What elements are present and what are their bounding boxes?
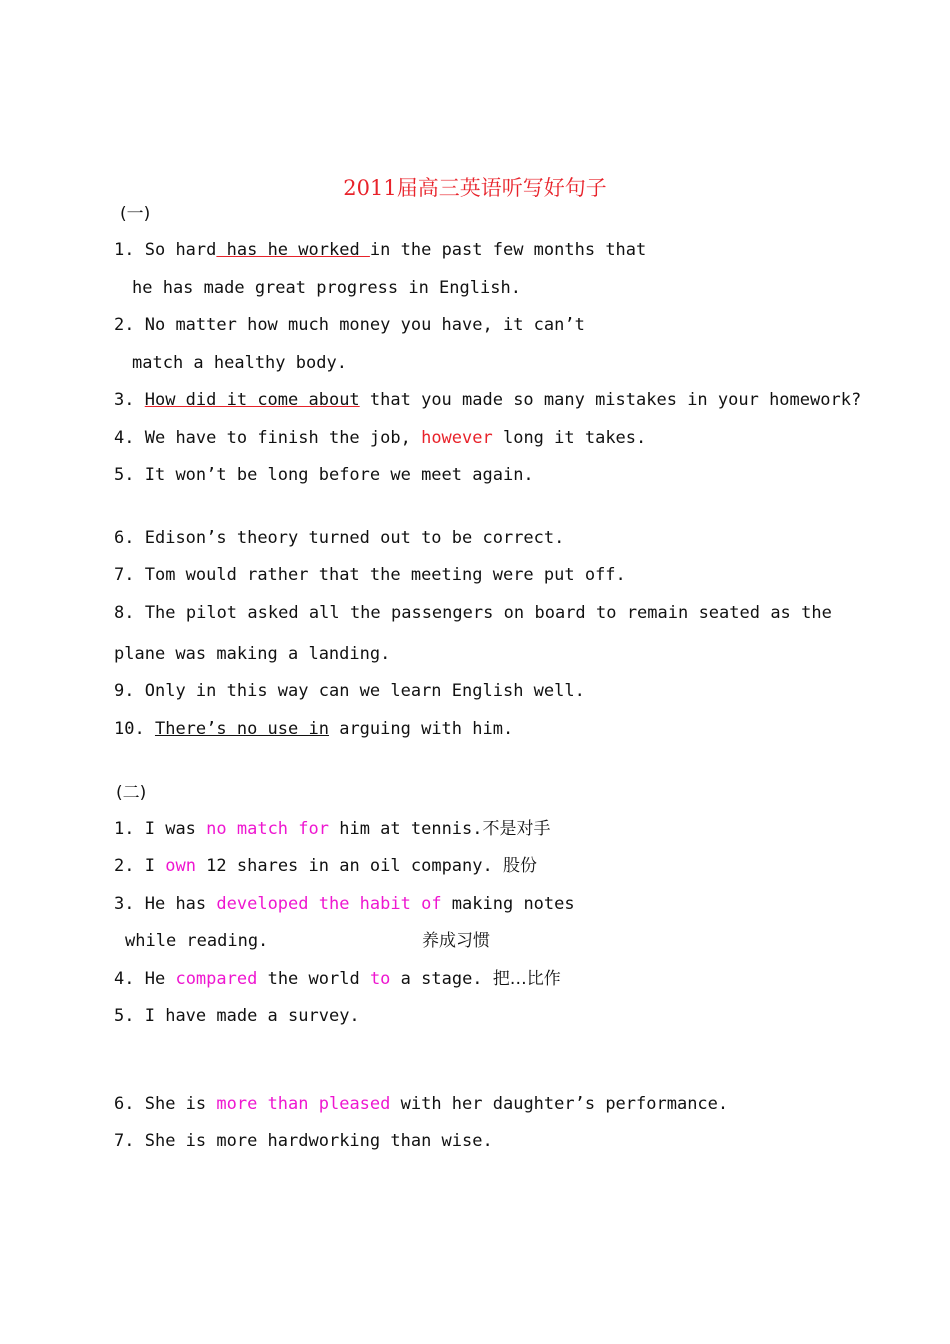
sentence-1-1-cont: he has made great progress in English.	[132, 278, 521, 298]
sentence-1-6: 6. Edison’s theory turned out to be correct.	[114, 528, 565, 548]
sentence-2-5: 5. I have made a survey.	[114, 1006, 360, 1026]
sentence-2-6: 6. She is more than pleased with her daughter’s performance.	[114, 1094, 729, 1114]
sentence-1-1: 1. So hard has he worked in the past few months that	[114, 240, 647, 260]
page-title: 2011届高三英语听写好句子	[343, 176, 607, 200]
sentence-1-4: 4. We have to finish the job, however long it takes.	[114, 428, 647, 448]
sentence-1-2: 2. No matter how much money you have, it can’t	[114, 315, 585, 335]
sentence-1-5: 5. It won’t be long before we meet again.	[114, 465, 534, 485]
sentence-1-8-cont: plane was making a landing.	[114, 644, 391, 664]
sentence-2-3-gloss: 养成习惯	[422, 931, 490, 951]
sentence-2-1: 1. I was no match for him at tennis.不是对手	[114, 819, 551, 839]
sentence-2-3-cont: while reading.	[125, 931, 269, 951]
section-heading-2: (二)	[116, 783, 147, 803]
sentence-1-10: 10. There’s no use in arguing with him.	[114, 719, 514, 739]
section-heading-1: (一)	[120, 204, 151, 224]
sentence-2-4: 4. He compared the world to a stage. 把…比作	[114, 969, 561, 989]
sentence-1-2-cont: match a healthy body.	[132, 353, 347, 373]
sentence-2-2: 2. I own 12 shares in an oil company. 股份	[114, 856, 537, 876]
sentence-1-8: 8. The pilot asked all the passengers on board to remain seated as the	[114, 603, 832, 623]
sentence-1-3: 3. How did it come about that you made so many mistakes in your homework?	[114, 390, 862, 410]
sentence-1-9: 9. Only in this way can we learn English well.	[114, 681, 585, 701]
sentence-1-7: 7. Tom would rather that the meeting were put off.	[114, 565, 626, 585]
sentence-2-3: 3. He has developed the habit of making notes	[114, 894, 575, 914]
sentence-2-7: 7. She is more hardworking than wise.	[114, 1131, 493, 1151]
